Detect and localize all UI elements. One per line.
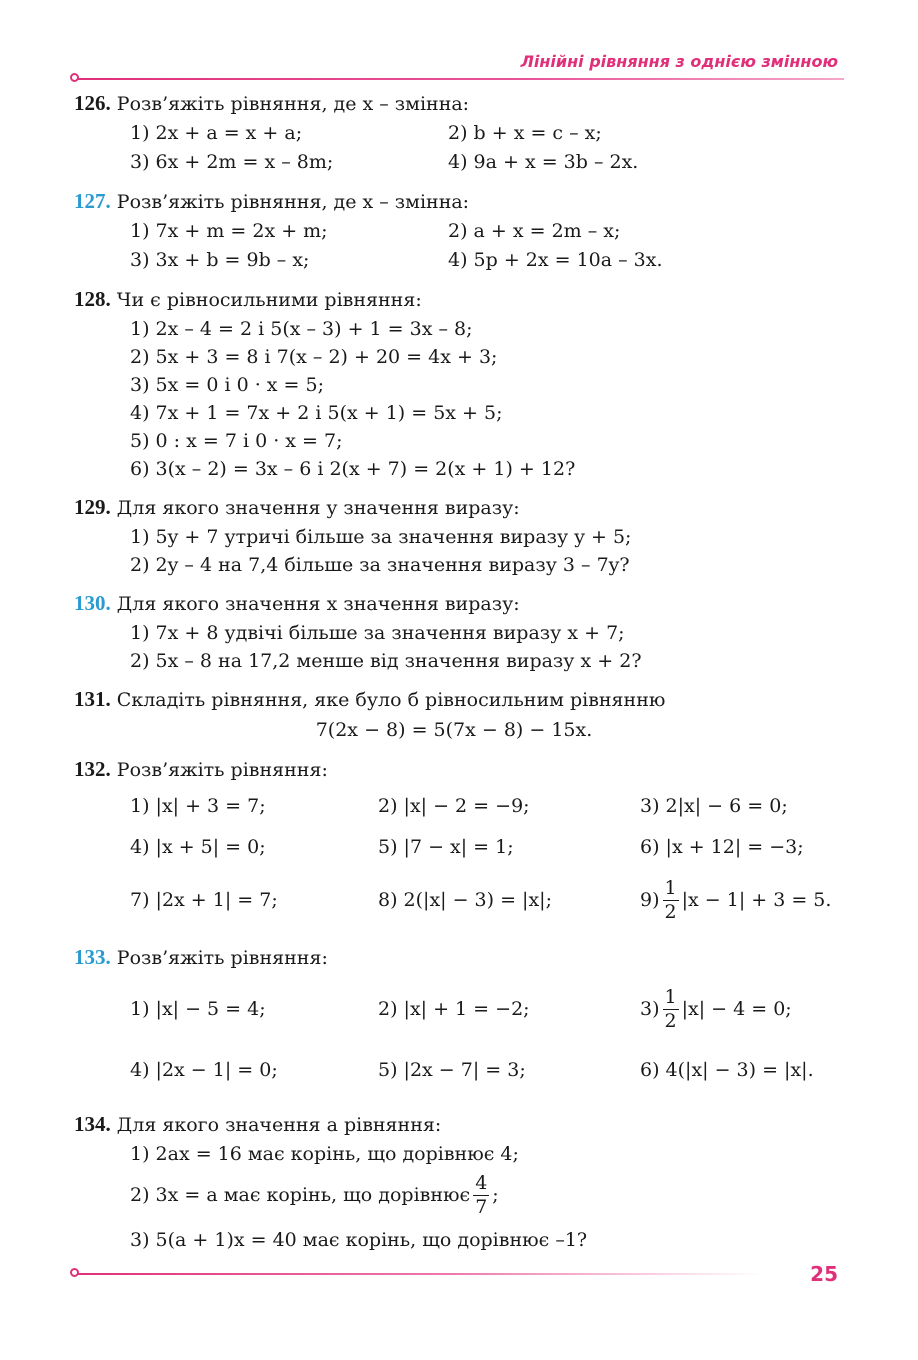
problem-number: 127. [74,189,111,213]
equation-item: 2) |x| + 1 = −2; [378,998,530,1020]
equation-item: 5) 0 : x = 7 і 0 · x = 7; [130,430,343,452]
task-item: 2) 2y – 4 на 7,4 більше за значення виразу 3 – 7y? [130,554,630,576]
equation-item: 4) |2x − 1| = 0; [130,1059,278,1081]
problem-prompt: Розв’яжіть рівняння, де x – змінна: [116,93,470,115]
task-item: 1) 7x + 8 удвічі більше за значення виразу x + 7; [130,622,625,644]
task-item: 1) 2ax = 16 має корінь, що дорівнює 4; [130,1143,519,1165]
equation-item: 1) 7x + m = 2x + m; [130,220,328,242]
problem-prompt: Чи є рівносильними рівняння: [116,289,422,311]
centered-equation: 7(2x − 8) = 5(7x − 8) − 15x. [315,719,593,741]
equation-item: 1) |x| − 5 = 4; [130,998,266,1020]
equation-item: 2) b + x = c – x; [448,122,602,144]
problem-number: 126. [74,91,111,115]
equation-item: 7) |2x + 1| = 7; [130,889,278,911]
problem-prompt: Розв’яжіть рівняння, де x – змінна: [116,191,470,213]
fraction: $\frac{1}{2}$ [664,985,677,1032]
equation-item: 2) a + x = 2m – x; [448,220,621,242]
rule-dot-icon [70,1268,79,1277]
fraction: $\frac{1}{2}$ [664,876,677,923]
top-rule [74,78,844,80]
equation-item: 3) 5x = 0 і 0 · x = 5; [130,374,324,396]
problem-number: 130. [74,591,111,615]
equation-item: 4) 5p + 2x = 10a – 3x. [448,249,663,271]
problem-129 [74,492,854,579]
equation-item: 5) |2x − 7| = 3; [378,1059,526,1081]
problem-number: 129. [74,495,111,519]
running-head: Лінійні рівняння з однією змінною [520,52,838,71]
problem-131 [74,684,854,745]
problem-number: 131. [74,687,111,711]
equation-item: 2) |x| − 2 = −9; [378,795,530,817]
problem-number: 128. [74,287,111,311]
page-number: 25 [810,1262,838,1286]
problem-127 [74,186,854,275]
equation-item: 4) |x + 5| = 0; [130,836,266,858]
bottom-rule [74,1273,764,1275]
equation-item-fraction: 3) $\frac{1}{2}$ |x| − 4 = 0; [640,985,792,1032]
problem-prompt: Для якого значення a рівняння: [116,1114,442,1136]
equation-item: 2) 5x + 3 = 8 і 7(x – 2) + 20 = 4x + 3; [130,346,498,368]
problem-133 [74,942,854,1095]
problem-132 [74,754,854,933]
equation-item: 4) 9a + x = 3b – 2x. [448,151,639,173]
equation-item: 1) 2x + a = x + a; [130,122,303,144]
equation-item: 6) 3(x – 2) = 3x – 6 і 2(x + 7) = 2(x + 1) + 12? [130,458,576,480]
problem-prompt: Для якого значення y значення виразу: [116,497,520,519]
equation-item: 5) |7 − x| = 1; [378,836,514,858]
task-item: 3) 5(a + 1)x = 40 має корінь, що дорівнює –1? [130,1229,588,1251]
task-item: 2) 5x – 8 на 17,2 менше від значення виразу x + 2? [130,650,642,672]
equation-item: 1) 2x – 4 = 2 і 5(x – 3) + 1 = 3x – 8; [130,318,473,340]
equation-item: 6) 4(|x| − 3) = |x|. [640,1059,814,1081]
rule-dot-icon [70,73,79,82]
task-item-fraction: 2) 3x = a має корінь, що дорівнює $\frac{4}{7}$ ; [130,1172,499,1218]
problem-number: 134. [74,1112,111,1136]
problem-130 [74,588,854,675]
equation-item: 8) 2(|x| − 3) = |x|; [378,889,552,911]
problem-prompt: Розв’яжіть рівняння: [116,947,328,969]
problem-number: 132. [74,757,111,781]
problem-prompt: Для якого значення x значення виразу: [116,593,520,615]
equation-item: 3) 3x + b = 9b – x; [130,249,310,271]
problem-134 [74,1109,854,1257]
problem-number: 133. [74,945,111,969]
equation-item: 6) |x + 12| = −3; [640,836,804,858]
problem-128 [74,284,854,483]
problem-prompt: Розв’яжіть рівняння: [116,759,328,781]
fraction: $\frac{4}{7}$ [475,1172,488,1218]
task-item: 1) 5y + 7 утричі більше за значення виразу y + 5; [130,526,632,548]
equation-item: 1) |x| + 3 = 7; [130,795,266,817]
equation-item-fraction: 9) $\frac{1}{2}$ |x − 1| + 3 = 5. [640,876,832,923]
page-content [74,88,854,1266]
problem-126 [74,88,854,177]
equation-item: 3) 6x + 2m = x – 8m; [130,151,334,173]
equation-item: 3) 2|x| − 6 = 0; [640,795,788,817]
equation-item: 4) 7x + 1 = 7x + 2 і 5(x + 1) = 5x + 5; [130,402,503,424]
problem-prompt: Складіть рівняння, яке було б рівносильним рівнянню [116,689,666,711]
